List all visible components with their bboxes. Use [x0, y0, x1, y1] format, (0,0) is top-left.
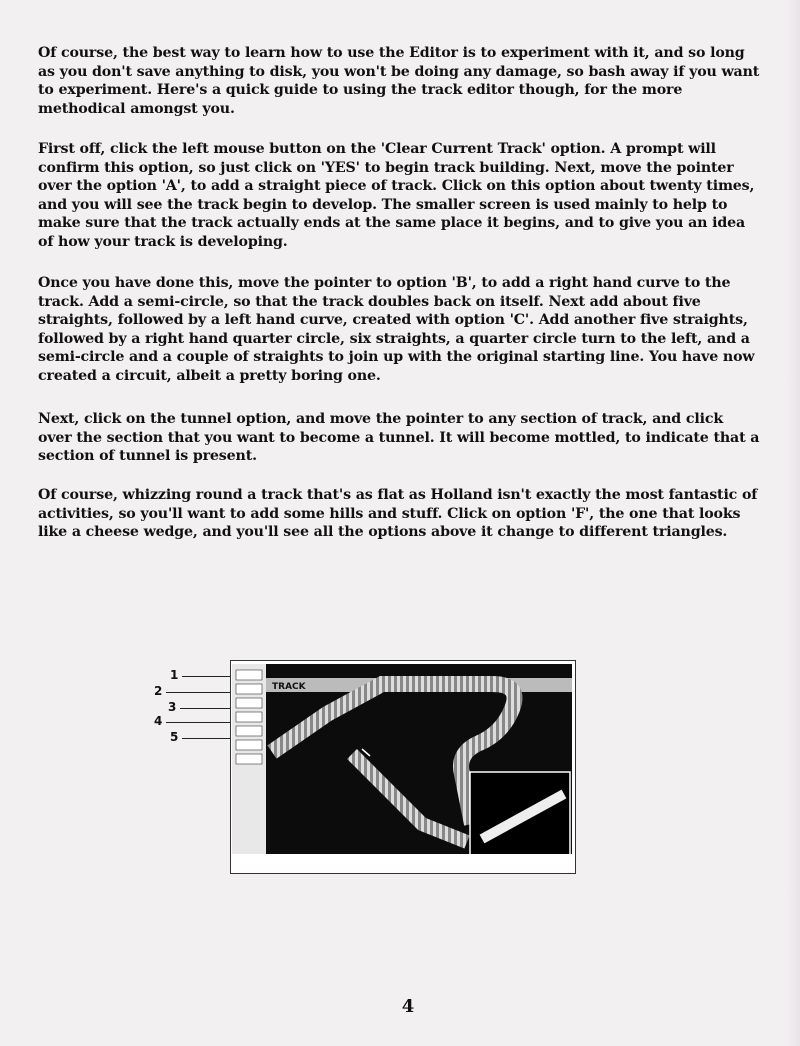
callout-label-5: 5 [170, 730, 179, 744]
editor-bottom-strip [232, 854, 572, 864]
option-buttons [236, 670, 262, 764]
screen-title: TRACK [272, 682, 306, 692]
page-number: 4 [401, 996, 415, 1017]
paragraph-intro: Of course, the best way to learn how to use the Editor is to experiment with it, and so long as you don't save anything to disk, you won't be doing any damage, so bash away if you want to experiment. Here's a quick guide to using the track editor though, for the more methodical amongst you. [38, 45, 760, 117]
paragraph-curves: Once you have done this, move the pointer to option 'B', to add a right hand curve to the track. Add a semi-circle, so that the track doubles back on itself. Next add about five straights, followed by a left hand curve, created with option 'C'. Add another five straights, followed by a right hand quarter circle, six straights, a quarter circle turn to the left, and a semi-circle and a couple of straights to join up with the original starting line. You have now created a circuit, albeit a pretty boring one. [38, 275, 755, 384]
callout-label-2: 2 [154, 684, 163, 698]
callout-label-4: 4 [154, 714, 163, 728]
callout-label-1: 1 [170, 668, 179, 682]
track-editor-screen [232, 664, 572, 864]
page-edge [786, 0, 800, 1046]
paragraph-tunnel: Next, click on the tunnel option, and move the pointer to any section of track, and click over the section that you want to become a tunnel. It will become mottled, to indicate that a section of tunnel is present. [38, 411, 760, 465]
paragraph-first-steps: First off, click the left mouse button on the 'Clear Current Track' option. A prompt will confirm this option, so just click on 'YES' to begin track building. Next, move the pointer over the option 'A', to add a straight piece of track. Click on this option about twenty times, and you will see the track begin to develop. The smaller screen is used mainly to help to make sure that the track actually ends at the same place it begins, and to give you an idea of how your track is developing. [38, 141, 755, 250]
paragraph-hills: Of course, whizzing round a track that's as flat as Holland isn't exactly the most fantastic of activities, so you'll want to add some hills and stuff. Click on option 'F', the one that looks like a cheese wedge, and you'll see all the options above it change to different triangles. [38, 487, 758, 541]
callout-label-3: 3 [168, 700, 177, 714]
